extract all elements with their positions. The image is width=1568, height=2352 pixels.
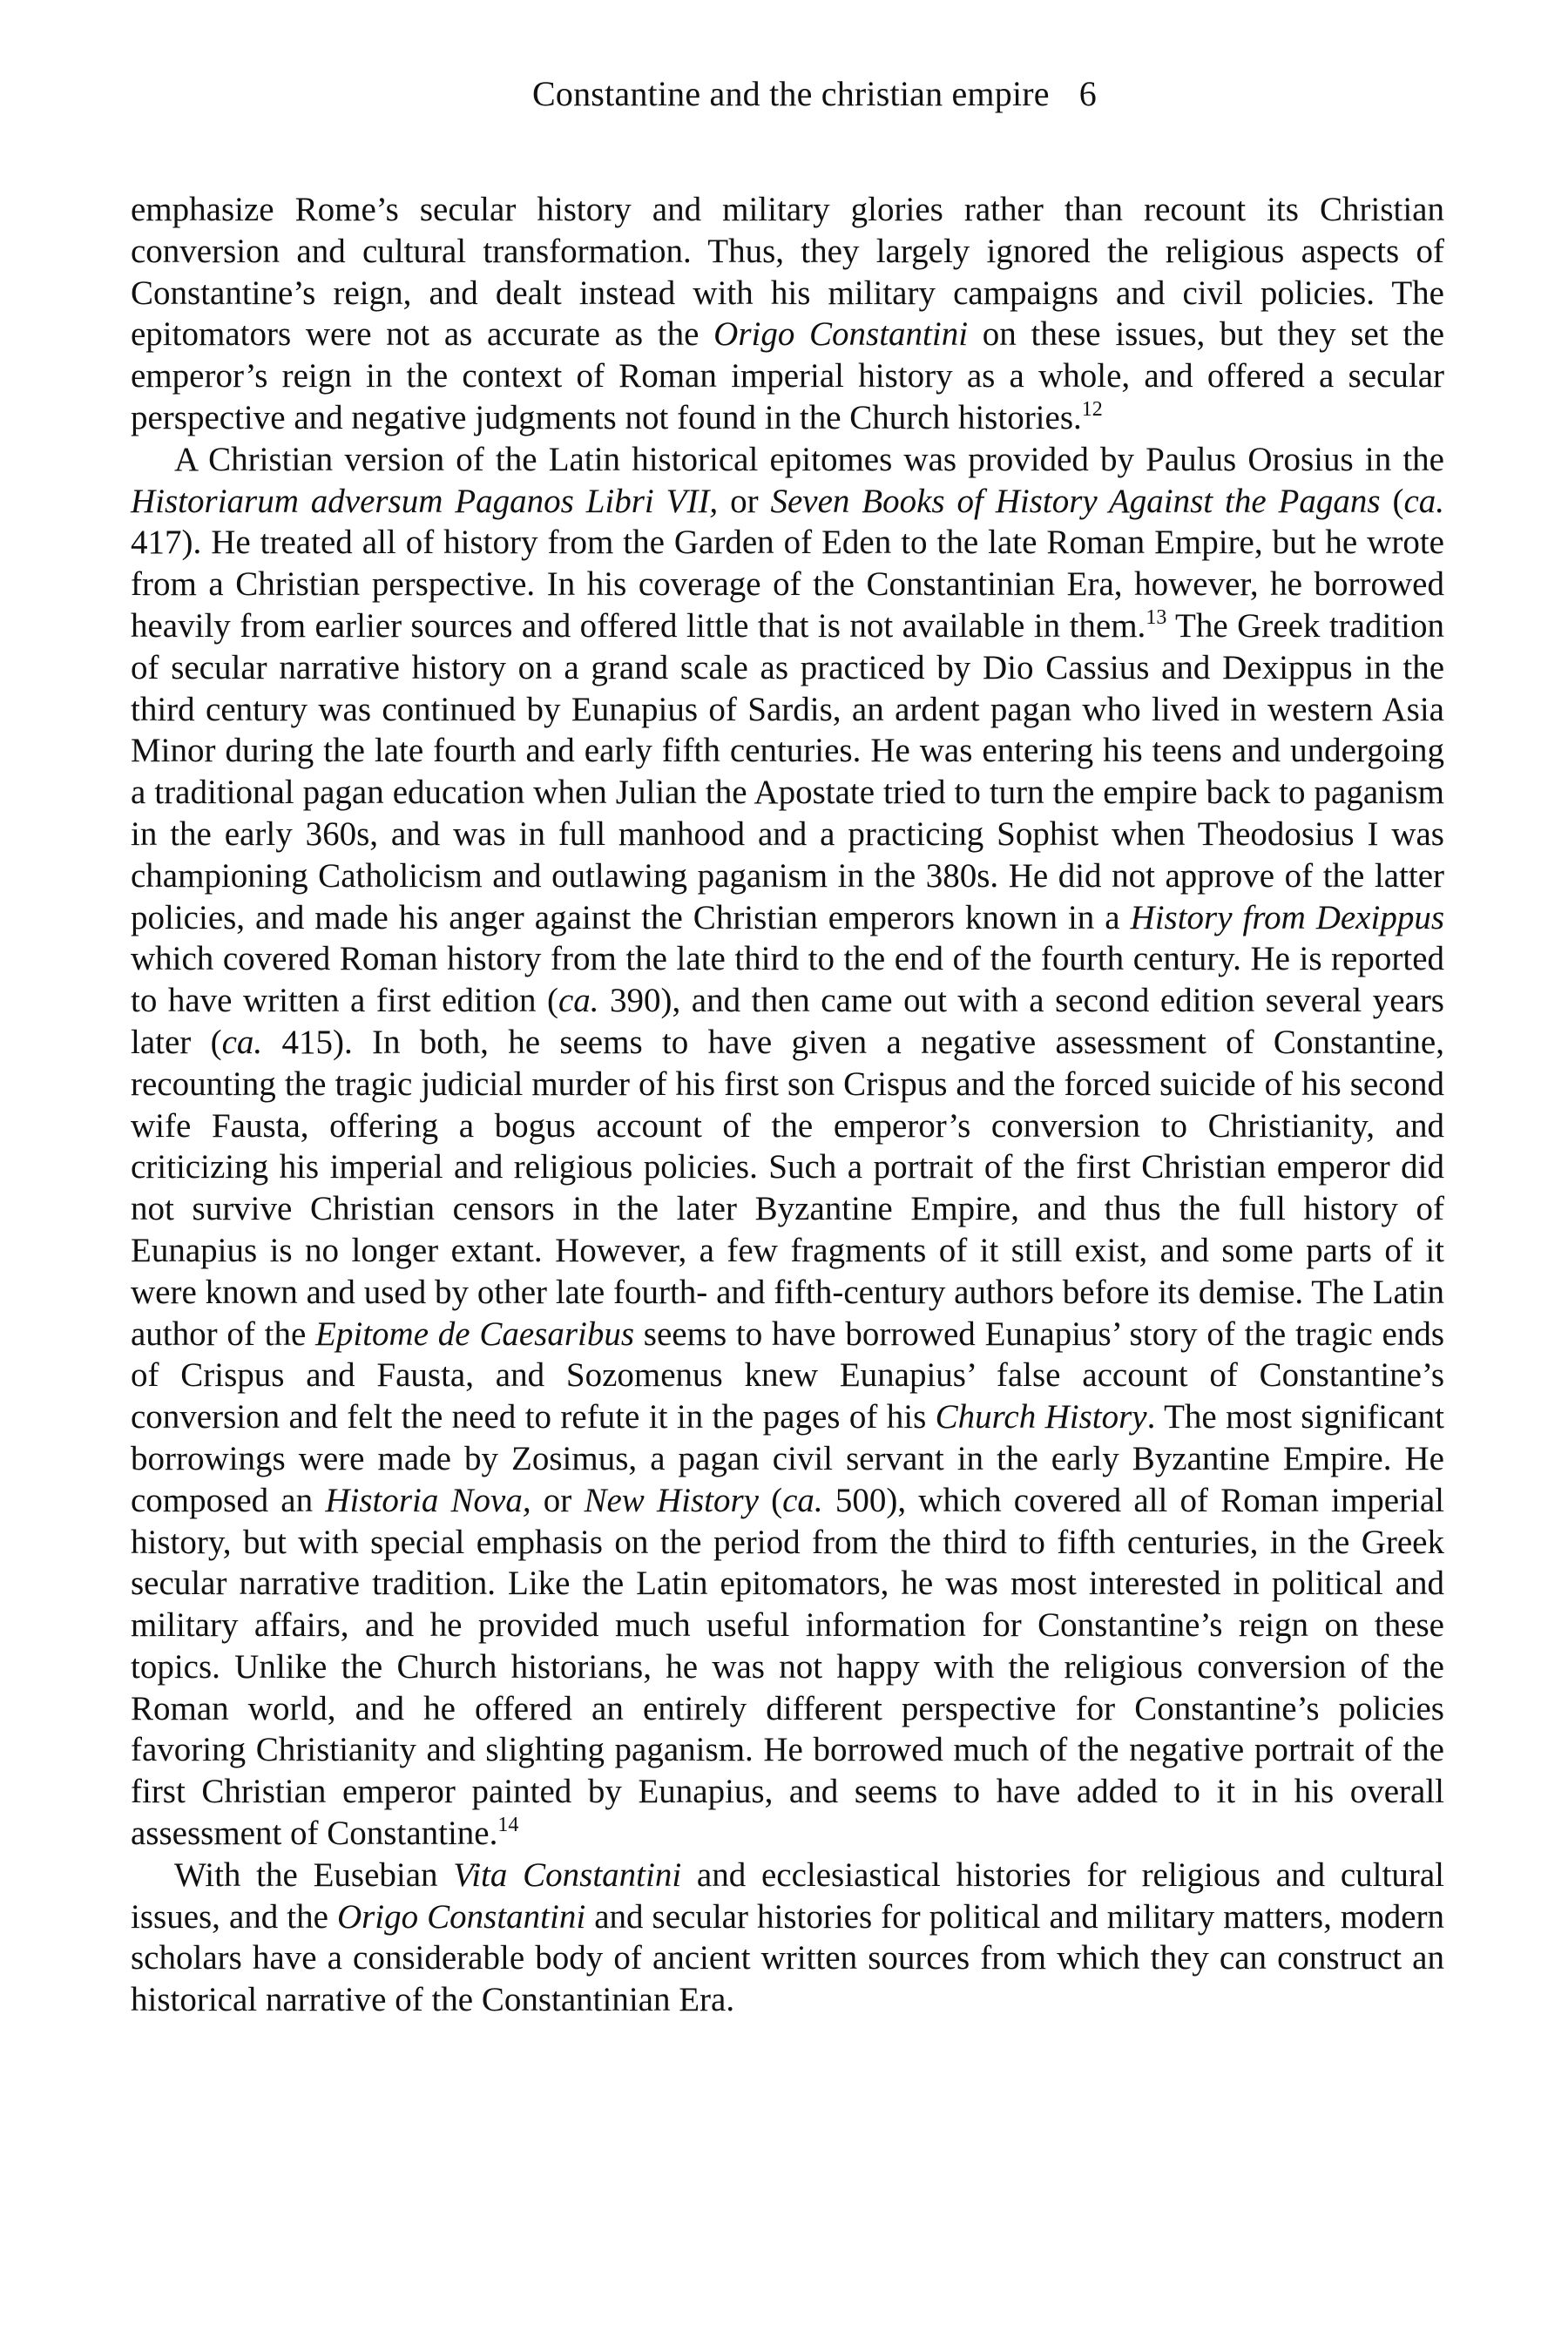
footnote-ref-12: 12 (1081, 397, 1103, 421)
page-number: 6 (1078, 74, 1097, 113)
text-run: on these issues, but they set the emperor’s reign in the context of Roman imperial history as a whole, and offered a secular perspective and negative judgments not found in the Church histories. (131, 315, 1445, 436)
italic-abbrev: ca. (782, 1481, 823, 1519)
paragraph-3 (131, 1855, 1444, 2021)
italic-title: New History (584, 1481, 759, 1519)
italic-title: Epitome de Caesaribus (315, 1315, 635, 1353)
text-run: 415). In both, he seems to have given a negative assessment of Constantine, recounting the tragic judicial murder of his first son Crispus and the forced suicide of his second wife Fausta, offering a bogus account of the emperor’s conversion to Christianity, and criticizing his imperial and religious policies. Such a portrait of the first Christian emperor did not survive Christian censors in the later Byzantine Empire, and thus the full history of Eunapius is no longer extant. However, a few fragments of it still exist, and some parts of it were known and used by other late fourth- and fifth-century authors before its demise. The Latin author of the (131, 1023, 1444, 1353)
body-text (131, 189, 1444, 2021)
text-run: A Christian version of the Latin historical epitomes was provided by Paulus Orosius in the (174, 440, 1444, 478)
paragraph-2 (131, 439, 1444, 1855)
text-run: seems to have borrowed Eunapius’ story of the tragic ends of Crispus and Fausta, and Sozomenus knew Eunapius’ false account of Constantine’s conversion and felt the need to refute it in the pages of his (131, 1315, 1445, 1436)
text-run: 500), which covered all of Roman imperial history, but with special emphasis on the period from the third to fifth centuries, in the Greek secular narrative tradition. Like the Latin epitomators, he was most interested in political and military affairs, and he provided much useful information for Constantine’s reign on these topics. Unlike the Church historians, he was not happy with the religious conversion of the Roman world, and he offered an entirely different perspective for Constantine’s policies favoring Christianity and slighting paganism. He borrowed much of the negative portrait of the first Christian emperor painted by Eunapius, and seems to have added to it in his overall assessment of Constantine. (131, 1481, 1444, 1853)
italic-abbrev: ca. (1403, 482, 1444, 520)
text-run: ( (758, 1481, 783, 1519)
italic-title: Vita Constantini (453, 1855, 682, 1894)
text-run: The Greek tradition of secular narrative history on a grand scale as practiced by Dio Cassius and Dexippus in the third century was continued by Eunapius of Sardis, an ardent pagan who lived in western Asia Minor during the late fourth and early fifth centuries. He was entering his teens and undergoing a traditional pagan education when Julian the Apostate tried to turn the empire back to paganism in the early 360s, and was in full manhood and a practicing Sophist when Theodosius I was championing Catholicism and outlawing paganism in the 380s. He did not approve of the latter policies, and made his anger against the Christian emperors known in a (131, 606, 1444, 936)
footnote-ref-14: 14 (497, 1814, 519, 1837)
italic-title: Church History (935, 1398, 1147, 1436)
italic-abbrev: ca. (221, 1023, 263, 1061)
italic-title: Historia Nova, (325, 1481, 531, 1519)
text-run: and ecclesiastical histories for religious and cultural issues, and the (131, 1855, 1444, 1936)
text-run: 390), and then came out with a second edition several years later ( (131, 982, 1444, 1061)
text-run: and secular histories for political and military matters, modern scholars have a considerable body of ancient written sources from which they can construct an historical narrative of the Constantinian Era. (131, 1897, 1444, 2019)
text-run: or (718, 482, 771, 520)
running-head-title: Constantine and the christian empire (532, 74, 1050, 113)
italic-title: Historiarum adversum Paganos Libri VII, (131, 482, 719, 520)
text-run: or (531, 1481, 585, 1519)
running-head (0, 73, 1568, 115)
italic-title: History from Dexippus (1130, 898, 1445, 936)
footnote-ref-13: 13 (1146, 605, 1167, 629)
text-run: . The most significant borrowings were made by Zosimus, a pagan civil servant in the early Byzantine Empire. He composed an (131, 1398, 1444, 1519)
text-run: With the Eusebian (174, 1855, 454, 1894)
paragraph-1 (131, 189, 1444, 439)
text-run: which covered Roman history from the late third to the end of the fourth century. He is reported to have written a first edition ( (131, 940, 1444, 1020)
italic-title: Origo Constantini (713, 315, 969, 354)
italic-title: Seven Books of History Against the Pagans (770, 482, 1381, 520)
text-run: ( (1380, 482, 1404, 520)
italic-title: Origo Constantini (336, 1897, 586, 1936)
text-run: 417). He treated all of history from the Garden of Eden to the late Roman Empire, but he wrote from a Christian perspective. In his coverage of the Constantinian Era, however, he borrowed heavily from earlier sources and offered little that is not available in them. (131, 524, 1444, 645)
text-run: emphasize Rome’s secular history and military glories rather than recount its Christian conversion and cultural transformation. Thus, they largely ignored the religious aspects of Constantine’s reign, and dealt instead with his military campaigns and civil policies. The epitomators were not as accurate as the (131, 191, 1444, 354)
italic-abbrev: ca. (558, 982, 599, 1020)
